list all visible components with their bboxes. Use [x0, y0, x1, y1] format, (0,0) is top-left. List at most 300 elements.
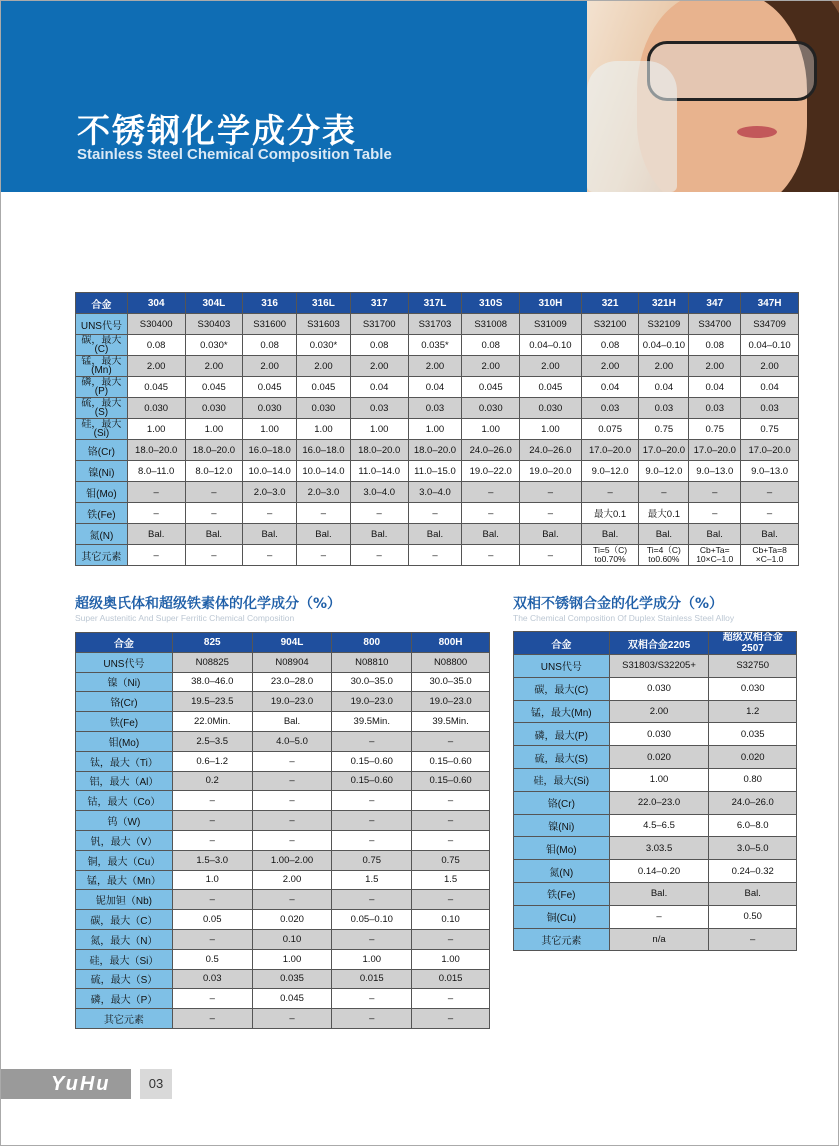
table-cell: – — [252, 830, 332, 850]
table-cell: 9.0–13.0 — [689, 461, 741, 482]
table-cell: 18.0–20.0 — [185, 440, 243, 461]
section3-title: 双相不锈钢合金的化学成分（%） — [513, 596, 724, 612]
table-cell: 4.5–6.5 — [609, 814, 709, 837]
table-row — [514, 928, 797, 951]
table-cell: – — [462, 545, 520, 566]
table-cell: 0.045 — [243, 377, 297, 398]
table-row — [76, 890, 490, 910]
table-cell: 11.0–14.0 — [350, 461, 408, 482]
table-cell: 0.04 — [581, 377, 639, 398]
table-cell: Bal. — [689, 524, 741, 545]
stainless-composition-table — [75, 292, 799, 566]
table-cell: 0.03 — [741, 398, 799, 419]
table-row — [76, 440, 799, 461]
table-cell: Bal. — [297, 524, 351, 545]
table-cell: 9.0–13.0 — [741, 461, 799, 482]
table-row — [76, 910, 490, 930]
table-cell: 1.00 — [350, 419, 408, 440]
table-cell: 0.015 — [332, 969, 412, 989]
table-cell: 0.08 — [581, 335, 639, 356]
table-cell: 0.75 — [639, 419, 689, 440]
row-label: 铬(Cr) — [76, 692, 173, 712]
row-label: 钴，最大（Co） — [76, 791, 173, 811]
table-cell: 0.030 — [297, 398, 351, 419]
table-cell: 18.0–20.0 — [127, 440, 185, 461]
table-cell: 0.04 — [689, 377, 741, 398]
table-cell: – — [172, 830, 252, 850]
table-cell: S30400 — [127, 314, 185, 335]
table-row — [76, 929, 490, 949]
brand-logo: YuHu — [1, 1069, 131, 1099]
table-cell: 0.5 — [172, 949, 252, 969]
table-cell: Bal. — [609, 882, 709, 905]
row-label: 铬(Cr) — [76, 440, 128, 461]
row-label: 铜(Cu) — [514, 905, 610, 928]
column-header: 321 — [581, 293, 639, 314]
table-cell: 1.00–2.00 — [252, 850, 332, 870]
table-cell: 16.0–18.0 — [297, 440, 351, 461]
table-row — [76, 461, 799, 482]
table-cell: 1.5 — [332, 870, 412, 890]
table-cell: – — [127, 482, 185, 503]
table-cell: 17.0–20.0 — [639, 440, 689, 461]
section3-subtitle: The Chemical Composition Of Duplex Stainless Steel Alloy — [513, 613, 735, 623]
table-cell: – — [412, 811, 490, 831]
table-cell: N08904 — [252, 652, 332, 672]
table-cell: 0.04–0.10 — [520, 335, 582, 356]
table-cell: 19.5–23.5 — [172, 692, 252, 712]
table-cell: – — [639, 482, 689, 503]
table-row — [76, 751, 490, 771]
table-cell: Bal. — [741, 524, 799, 545]
column-header: 合金 — [76, 633, 173, 653]
table-cell: – — [332, 791, 412, 811]
table-cell: 0.045 — [185, 377, 243, 398]
table-cell: 30.0–35.0 — [332, 672, 412, 692]
table-cell: – — [581, 482, 639, 503]
table-cell: 2.00 — [462, 356, 520, 377]
table-cell: 38.0–46.0 — [172, 672, 252, 692]
table-cell: 19.0–23.0 — [332, 692, 412, 712]
table-cell: 1.00 — [609, 768, 709, 791]
table-row — [76, 672, 490, 692]
table-cell: 3.0–4.0 — [408, 482, 462, 503]
table-cell: 0.030* — [297, 335, 351, 356]
table-cell: 3.0–4.0 — [350, 482, 408, 503]
table-row — [76, 335, 799, 356]
table-cell: 0.08 — [350, 335, 408, 356]
table-row — [514, 791, 797, 814]
row-label: 硫，最大 (S) — [76, 398, 128, 419]
table-cell: 22.0Min. — [172, 712, 252, 732]
table-cell: – — [741, 503, 799, 524]
table-cell: 0.075 — [581, 419, 639, 440]
row-label: 镍(Ni) — [514, 814, 610, 837]
table-cell: S34709 — [741, 314, 799, 335]
table-cell: 0.045 — [462, 377, 520, 398]
column-header: 800H — [412, 633, 490, 653]
table-cell: 2.00 — [243, 356, 297, 377]
table-cell: 24.0–26.0 — [520, 440, 582, 461]
column-header: 800 — [332, 633, 412, 653]
table-cell: 1.00 — [408, 419, 462, 440]
table-cell: 0.045 — [520, 377, 582, 398]
page-subtitle: Stainless Steel Chemical Composition Table — [77, 146, 392, 163]
table-cell: – — [520, 482, 582, 503]
row-label: 其它元素 — [76, 545, 128, 566]
row-label: 铬(Cr) — [514, 791, 610, 814]
table-cell: 17.0–20.0 — [741, 440, 799, 461]
table-cell: – — [412, 1009, 490, 1029]
table-cell: – — [609, 905, 709, 928]
table-cell: – — [172, 890, 252, 910]
column-header: 310S — [462, 293, 520, 314]
row-label: 钛，最大（Ti） — [76, 751, 173, 771]
table-cell: Bal. — [462, 524, 520, 545]
table-cell: Bal. — [581, 524, 639, 545]
row-label: 碳，最大(C) — [514, 677, 610, 700]
table-cell: 39.5Min. — [332, 712, 412, 732]
table-cell: 最大0.1 — [639, 503, 689, 524]
table-row — [76, 545, 799, 566]
table-cell: – — [709, 928, 797, 951]
table-cell: 19.0–22.0 — [462, 461, 520, 482]
table-cell: – — [689, 503, 741, 524]
table-cell: – — [252, 1009, 332, 1029]
table-row — [76, 482, 799, 503]
row-label: 铁(Fe) — [76, 712, 173, 732]
row-label: 硅，最大 (Si) — [76, 419, 128, 440]
table-cell: 2.0–3.0 — [297, 482, 351, 503]
table-cell: S31009 — [520, 314, 582, 335]
table-cell: 0.75 — [332, 850, 412, 870]
table-cell: 0.030 — [609, 723, 709, 746]
table-cell: 0.04 — [408, 377, 462, 398]
table-cell: 1.00 — [252, 949, 332, 969]
row-label: UNS代号 — [76, 314, 128, 335]
table-cell: 6.0–8.0 — [709, 814, 797, 837]
table-cell: 0.10 — [412, 910, 490, 930]
table-cell: 9.0–12.0 — [639, 461, 689, 482]
table-cell: 1.00 — [520, 419, 582, 440]
table-cell: 0.75 — [689, 419, 741, 440]
table-cell: 0.035* — [408, 335, 462, 356]
row-label: 磷，最大（P） — [76, 989, 173, 1009]
table-cell: 2.00 — [252, 870, 332, 890]
column-header: 310H — [520, 293, 582, 314]
table-cell: 0.15–0.60 — [332, 771, 412, 791]
table-cell: 0.045 — [297, 377, 351, 398]
table-row — [76, 771, 490, 791]
table-cell: 0.020 — [609, 746, 709, 769]
table-cell: – — [332, 929, 412, 949]
table-row — [76, 524, 799, 545]
table-cell: Bal. — [252, 712, 332, 732]
table-row — [514, 814, 797, 837]
table-cell: 3.03.5 — [609, 837, 709, 860]
table-cell: 2.00 — [520, 356, 582, 377]
table-cell: 0.24–0.32 — [709, 860, 797, 883]
table-cell: – — [412, 989, 490, 1009]
table-row — [76, 791, 490, 811]
table-cell: 0.15–0.60 — [412, 751, 490, 771]
table-cell: 0.030 — [520, 398, 582, 419]
row-label: 铁(Fe) — [514, 882, 610, 905]
table-cell: 2.00 — [581, 356, 639, 377]
table-cell: 2.5–3.5 — [172, 731, 252, 751]
column-header: 合金 — [514, 632, 610, 655]
table-row — [76, 712, 490, 732]
column-header: 超级双相合金 2507 — [709, 632, 797, 655]
table-cell: 0.035 — [252, 969, 332, 989]
row-label: 钼(Mo) — [76, 731, 173, 751]
table-cell: 2.00 — [127, 356, 185, 377]
column-header: 合金 — [76, 293, 128, 314]
table-cell: 0.03 — [581, 398, 639, 419]
table-cell: 0.04 — [741, 377, 799, 398]
row-label: 锰，最大 (Mn) — [76, 356, 128, 377]
column-header: 316L — [297, 293, 351, 314]
table-cell: 0.030 — [243, 398, 297, 419]
row-label: 钼(Mo) — [514, 837, 610, 860]
table-row — [76, 1009, 490, 1029]
table-cell: Ti=5（C) to0.70% — [581, 545, 639, 566]
table-row — [76, 377, 799, 398]
table-cell: Bal. — [639, 524, 689, 545]
table-row — [76, 969, 490, 989]
super-austenitic-table — [75, 632, 490, 1029]
table-row — [76, 314, 799, 335]
table-cell: 0.80 — [709, 768, 797, 791]
row-label: 钒，最大（V） — [76, 830, 173, 850]
table-cell: – — [252, 791, 332, 811]
table-cell: 2.0–3.0 — [243, 482, 297, 503]
table-cell: 39.5Min. — [412, 712, 490, 732]
row-label: UNS代号 — [76, 652, 173, 672]
table-cell: – — [520, 503, 582, 524]
table-cell: 0.2 — [172, 771, 252, 791]
table-cell: 17.0–20.0 — [581, 440, 639, 461]
table-row — [514, 700, 797, 723]
table-cell: 0.08 — [462, 335, 520, 356]
row-label: 钼(Mo) — [76, 482, 128, 503]
table-cell: 0.14–0.20 — [609, 860, 709, 883]
table-cell: – — [243, 545, 297, 566]
table-cell: 1.5–3.0 — [172, 850, 252, 870]
table-cell: – — [408, 503, 462, 524]
table-cell: – — [462, 503, 520, 524]
table-cell: Bal. — [709, 882, 797, 905]
table-cell: 0.10 — [252, 929, 332, 949]
table-cell: – — [297, 503, 351, 524]
table-cell: 1.2 — [709, 700, 797, 723]
table-row — [514, 677, 797, 700]
table-cell: S31008 — [462, 314, 520, 335]
table-cell: S34700 — [689, 314, 741, 335]
table-cell: – — [332, 1009, 412, 1029]
table-cell: 30.0–35.0 — [412, 672, 490, 692]
table-cell: N08810 — [332, 652, 412, 672]
table-cell: – — [520, 545, 582, 566]
table-cell: S31603 — [297, 314, 351, 335]
table-row — [76, 398, 799, 419]
table-cell: 0.75 — [412, 850, 490, 870]
row-label: 铝，最大（Al） — [76, 771, 173, 791]
column-header: 825 — [172, 633, 252, 653]
table-cell: Ti=4（C) to0.60% — [639, 545, 689, 566]
table-cell: – — [332, 890, 412, 910]
row-label: 锰，最大(Mn) — [514, 700, 610, 723]
table-cell: 16.0–18.0 — [243, 440, 297, 461]
table-row — [76, 811, 490, 831]
table-cell: 3.0–5.0 — [709, 837, 797, 860]
table-cell: 0.03 — [408, 398, 462, 419]
column-header: 317 — [350, 293, 408, 314]
table-cell: – — [127, 545, 185, 566]
table-cell: – — [412, 731, 490, 751]
table-cell: 0.020 — [709, 746, 797, 769]
table-cell: – — [408, 545, 462, 566]
table-row — [514, 837, 797, 860]
table-cell: 0.030* — [185, 335, 243, 356]
table-cell: 1.00 — [243, 419, 297, 440]
table-cell: 24.0–26.0 — [462, 440, 520, 461]
table-cell: – — [172, 791, 252, 811]
table-cell: – — [243, 503, 297, 524]
table-cell: Bal. — [408, 524, 462, 545]
table-cell: 0.015 — [412, 969, 490, 989]
row-label: 氮，最大（N） — [76, 929, 173, 949]
table-row — [76, 850, 490, 870]
table-cell: 4.0–5.0 — [252, 731, 332, 751]
page-number: 03 — [140, 1069, 172, 1099]
table-cell: 0.05 — [172, 910, 252, 930]
column-header: 316 — [243, 293, 297, 314]
table-cell: 18.0–20.0 — [350, 440, 408, 461]
table-cell: 0.045 — [127, 377, 185, 398]
table-cell: – — [252, 771, 332, 791]
table-cell: 0.03 — [639, 398, 689, 419]
row-label: 碳，最大（C） — [76, 910, 173, 930]
row-label: 铜，最大（Cu） — [76, 850, 173, 870]
table-cell: 1.00 — [462, 419, 520, 440]
table-cell: 1.5 — [412, 870, 490, 890]
table-cell: 19.0–20.0 — [520, 461, 582, 482]
table-row — [76, 692, 490, 712]
table-cell: 0.03 — [172, 969, 252, 989]
column-header: 317L — [408, 293, 462, 314]
table-row — [514, 860, 797, 883]
table-row — [76, 503, 799, 524]
column-header: 347 — [689, 293, 741, 314]
table-cell: – — [350, 545, 408, 566]
table-cell: – — [412, 929, 490, 949]
table-cell: S32750 — [709, 655, 797, 678]
table-cell: 0.020 — [252, 910, 332, 930]
scientist-photo — [587, 1, 839, 192]
table-cell: 9.0–12.0 — [581, 461, 639, 482]
table-cell: 0.08 — [127, 335, 185, 356]
table-row — [514, 882, 797, 905]
section2-title: 超级奥氏体和超级铁素体的化学成分（%） — [75, 596, 342, 612]
table-cell: 2.00 — [185, 356, 243, 377]
table-row — [514, 655, 797, 678]
row-label: 锰，最大（Mn） — [76, 870, 173, 890]
table-row — [514, 746, 797, 769]
table-cell: 2.00 — [741, 356, 799, 377]
page-title: 不锈钢化学成分表 — [77, 111, 357, 150]
table-cell: S30403 — [185, 314, 243, 335]
table-cell: 1.00 — [332, 949, 412, 969]
table-cell: – — [185, 482, 243, 503]
column-header: 双相合金2205 — [609, 632, 709, 655]
table-cell: 2.00 — [350, 356, 408, 377]
table-cell: 10.0–14.0 — [297, 461, 351, 482]
table-cell: Bal. — [185, 524, 243, 545]
table-cell: 18.0–20.0 — [408, 440, 462, 461]
table-row — [76, 989, 490, 1009]
table-cell: 0.6–1.2 — [172, 751, 252, 771]
table-cell: 0.08 — [243, 335, 297, 356]
table-cell: 0.030 — [127, 398, 185, 419]
table-cell: 0.04 — [639, 377, 689, 398]
table-cell: 0.03 — [350, 398, 408, 419]
table-row — [514, 723, 797, 746]
table-cell: 0.030 — [709, 677, 797, 700]
row-label: 钨（W) — [76, 811, 173, 831]
table-cell: 最大0.1 — [581, 503, 639, 524]
row-label: 碳，最大 (C) — [76, 335, 128, 356]
table-cell: – — [462, 482, 520, 503]
table-cell: Cb+Ta= 10×C–1.0 — [689, 545, 741, 566]
table-cell: 0.035 — [709, 723, 797, 746]
row-label: UNS代号 — [514, 655, 610, 678]
table-cell: – — [412, 791, 490, 811]
table-cell: – — [297, 545, 351, 566]
table-cell: – — [741, 482, 799, 503]
row-label: 磷，最大(P) — [514, 723, 610, 746]
table-row — [76, 830, 490, 850]
table-row — [76, 949, 490, 969]
table-cell: Bal. — [520, 524, 582, 545]
column-header: 304L — [185, 293, 243, 314]
table-cell: 0.50 — [709, 905, 797, 928]
row-label: 镍（Ni) — [76, 672, 173, 692]
table-row — [76, 356, 799, 377]
table-cell: – — [252, 890, 332, 910]
table-cell: 23.0–28.0 — [252, 672, 332, 692]
table-cell: – — [172, 929, 252, 949]
table-row — [514, 768, 797, 791]
table-cell: S31703 — [408, 314, 462, 335]
table-cell: 2.00 — [689, 356, 741, 377]
table-cell: 11.0–15.0 — [408, 461, 462, 482]
table-cell: S31700 — [350, 314, 408, 335]
table-cell: – — [332, 989, 412, 1009]
table-cell: N08800 — [412, 652, 490, 672]
table-cell: – — [332, 731, 412, 751]
table-cell: – — [689, 482, 741, 503]
row-label: 硫，最大（S） — [76, 969, 173, 989]
column-header: 304 — [127, 293, 185, 314]
table-cell: 0.05–0.10 — [332, 910, 412, 930]
table-cell: 0.04–0.10 — [639, 335, 689, 356]
table-cell: – — [332, 830, 412, 850]
table-cell: 8.0–11.0 — [127, 461, 185, 482]
row-label: 镍(Ni) — [76, 461, 128, 482]
row-label: 磷，最大 (P) — [76, 377, 128, 398]
table-cell: – — [172, 811, 252, 831]
